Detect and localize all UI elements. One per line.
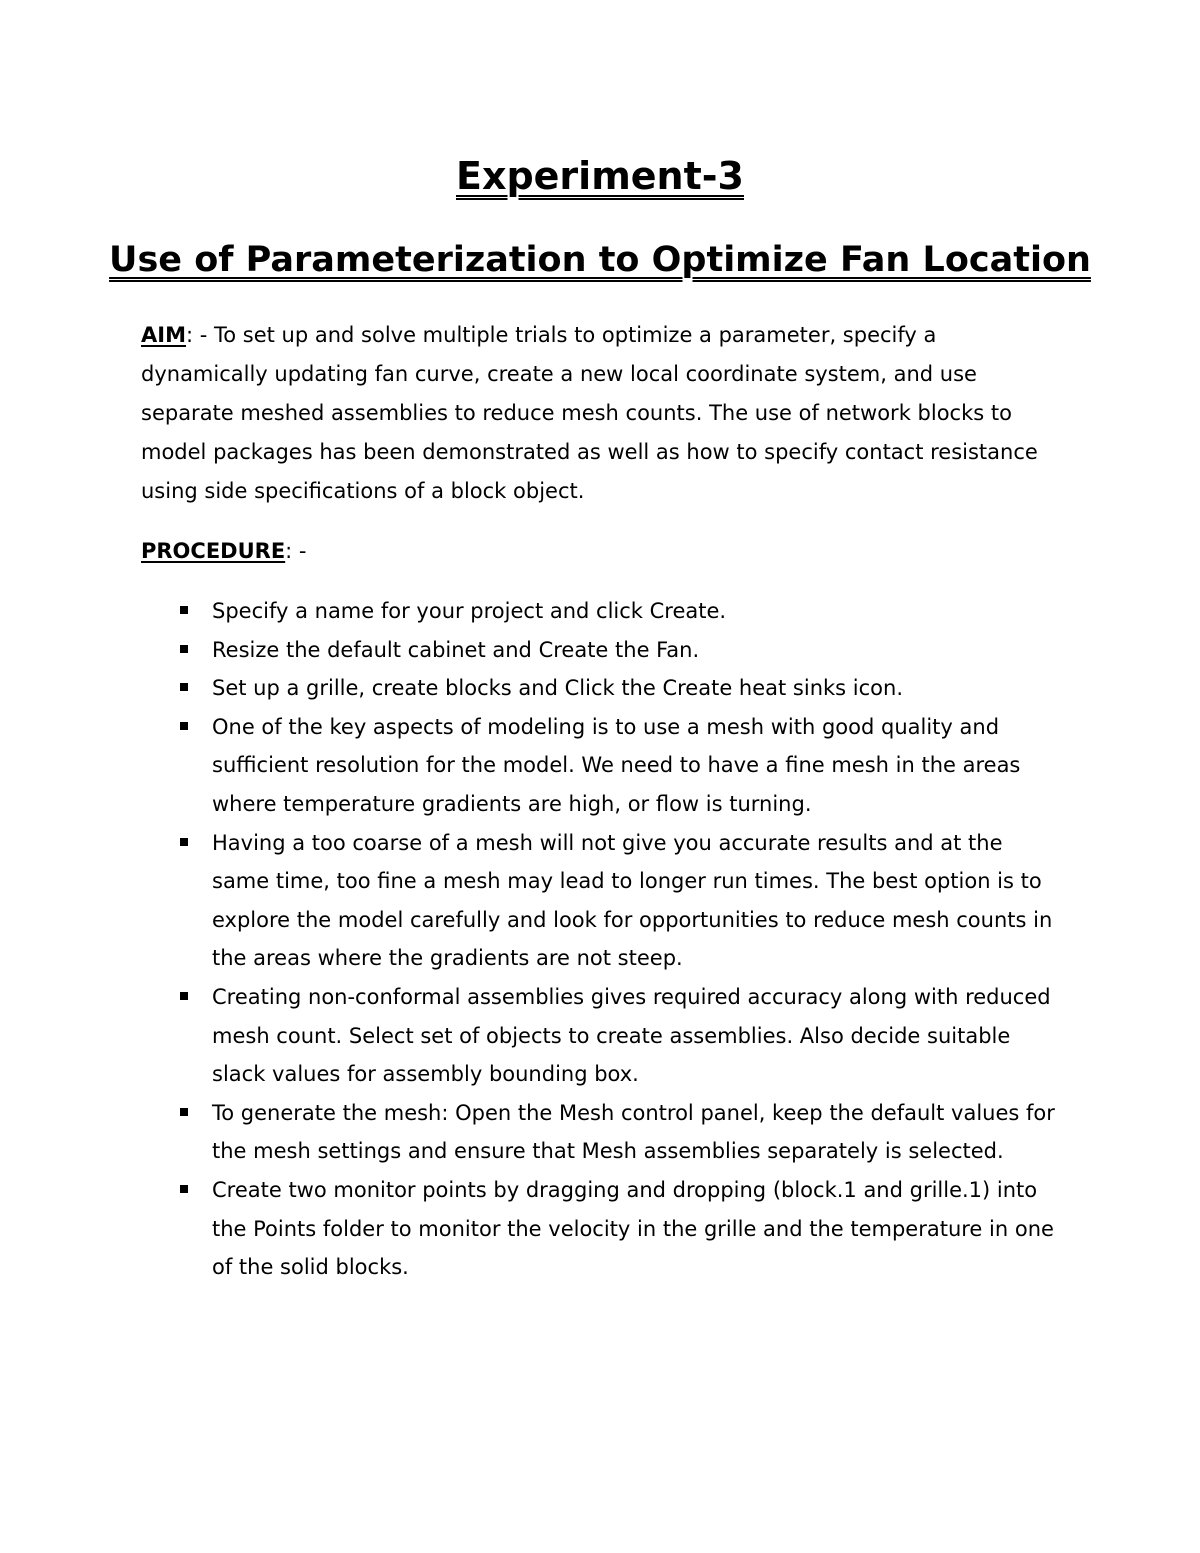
step-text: Set up a grille, create blocks and Click the Create heat sinks icon. bbox=[212, 676, 904, 701]
aim-paragraph bbox=[141, 316, 1066, 511]
list-item bbox=[141, 592, 1066, 631]
aim-label: AIM bbox=[141, 323, 186, 347]
page-subtitle: Use of Parameterization to Optimize Fan Location bbox=[109, 240, 1091, 280]
step-text: Creating non-conformal assemblies gives required accuracy along with reduced mesh count. Select set of objects to create assemblies. Also decide suitable slack values for assembly bounding box. bbox=[212, 984, 1051, 1087]
list-item bbox=[141, 708, 1066, 824]
square-bullet-icon bbox=[180, 606, 188, 614]
step-text: To generate the mesh: Open the Mesh control panel, keep the default values for the mesh settings and ensure that Mesh assemblies separately is selected. bbox=[212, 1100, 1055, 1164]
square-bullet-icon bbox=[180, 683, 188, 691]
square-bullet-icon bbox=[180, 992, 188, 1000]
list-item bbox=[141, 1171, 1066, 1287]
procedure-heading bbox=[141, 532, 307, 571]
list-item bbox=[141, 1094, 1066, 1171]
list-item bbox=[141, 978, 1066, 1094]
square-bullet-icon bbox=[180, 1108, 188, 1116]
list-item bbox=[141, 631, 1066, 670]
procedure-label: PROCEDURE bbox=[141, 539, 286, 563]
step-text: Create two monitor points by dragging and dropping (block.1 and grille.1) into the Points folder to monitor the velocity in the grille and the temperature in one of the solid blocks. bbox=[212, 1177, 1054, 1280]
step-text: Specify a name for your project and click Create. bbox=[212, 599, 727, 623]
aim-separator: : - bbox=[185, 323, 214, 347]
list-item bbox=[141, 824, 1066, 978]
page-title: Experiment-3 bbox=[455, 154, 744, 198]
procedure-separator: : - bbox=[285, 539, 307, 563]
step-text: Resize the default cabinet and Create the Fan. bbox=[212, 637, 700, 662]
square-bullet-icon bbox=[180, 722, 188, 730]
list-item bbox=[141, 669, 1066, 708]
procedure-steps-list bbox=[141, 592, 1066, 1287]
step-text: One of the key aspects of modeling is to use a mesh with good quality and sufficient resolution for the model. We need to have a fine mesh in the areas where temperature gradients are high, or flow is turning. bbox=[212, 714, 1021, 816]
square-bullet-icon bbox=[180, 1185, 188, 1193]
square-bullet-icon bbox=[180, 838, 188, 846]
step-text: Having a too coarse of a mesh will not give you accurate results and at the same time, too fine a mesh may lead to longer run times. The best option is to explore the model carefully and look for opportunities to reduce mesh counts in the areas where the gradients are not steep. bbox=[212, 830, 1053, 971]
aim-text: To set up and solve multiple trials to optimize a parameter, specify a dynamically updating fan curve, create a new local coordinate system, and use separate meshed assemblies to reduce mesh counts. The use of network blocks to model packages has been demonstrated as well as how to specify contact resistance using side specifications of a block object. bbox=[141, 323, 1038, 503]
square-bullet-icon bbox=[180, 645, 188, 653]
